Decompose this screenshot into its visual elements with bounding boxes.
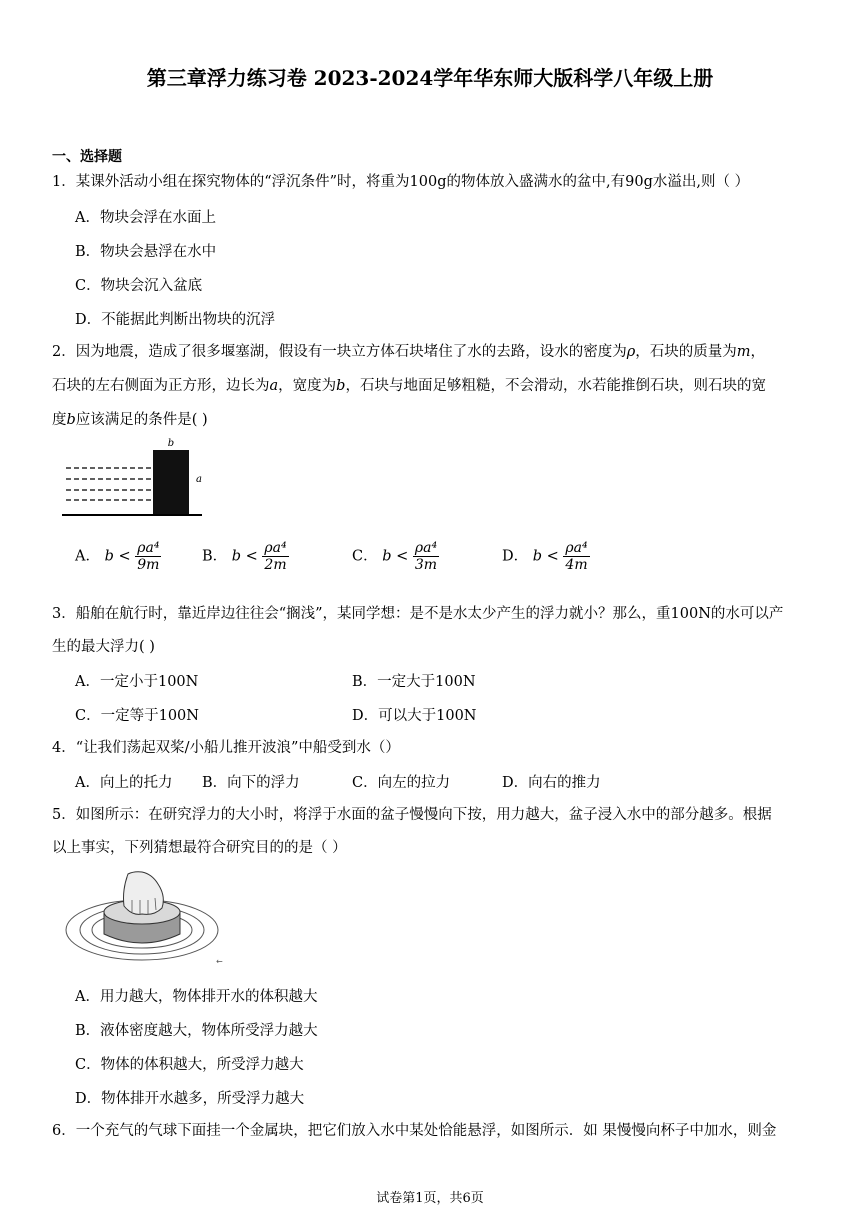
question-2-text: 应该满足的条件是( ) <box>75 412 208 428</box>
option-inequality: b < <box>532 548 559 565</box>
question-2-option-b <box>202 540 289 573</box>
page-title: 第三章浮力练习卷 2023-2024学年华东师大版科学八年级上册 <box>146 66 714 90</box>
question-3-line-1: 3．船舶在航行时，靠近岸边往往会“搁浅”，某同学想：是不是水太少产生的浮力就小？那么，重100N的水可以产 <box>52 606 784 622</box>
question-2-text: 石块的左右侧面为正方形，边长为 <box>52 378 270 394</box>
option-letter: C． <box>352 548 378 565</box>
m-symbol: m <box>736 344 751 360</box>
option-letter: A． <box>75 548 100 565</box>
question-1-stem: 1．某课外活动小组在探究物体的“浮沉条件”时，将重为100g的物体放入盛满水的盆中,有90g水溢出,则（ ） <box>52 174 750 190</box>
option-inequality: b < <box>231 548 258 565</box>
question-4-stem: 4．“让我们荡起双桨/小船儿推开波浪”中船受到水（） <box>52 740 400 756</box>
question-2-option-c <box>352 540 439 573</box>
option-inequality: b < <box>104 548 131 565</box>
question-3-option-b: B．一定大于100N <box>352 674 476 690</box>
option-letter: B． <box>202 548 228 565</box>
option-inequality: b < <box>382 548 409 565</box>
fraction-denominator: 9m <box>137 557 160 573</box>
question-2-text: ，宽度为 <box>278 378 337 394</box>
option-fraction <box>135 540 161 573</box>
question-2-option-d <box>502 540 590 573</box>
question-3-line-2: 生的最大浮力( ) <box>52 639 155 655</box>
question-4-option-d: D．向右的推力 <box>502 775 601 791</box>
b-symbol: b <box>66 412 76 428</box>
section-heading: 一、选择题 <box>52 149 122 165</box>
question-4-option-c: C．向左的拉力 <box>352 775 451 791</box>
figure-label-b: b <box>167 438 175 449</box>
question-3-option-d: D．可以大于100N <box>352 708 477 724</box>
dam-stone-figure <box>60 436 210 520</box>
fraction-denominator: 3m <box>414 557 438 573</box>
question-1-option-c: C．物块会沉入盆底 <box>75 278 203 294</box>
question-2-text: ， <box>750 344 766 360</box>
page-footer: 试卷第1页，共6页 <box>376 1191 484 1206</box>
basin-press-figure <box>62 870 222 970</box>
fraction-numerator: ρa⁴ <box>565 540 588 556</box>
fraction-numerator: ρa⁴ <box>414 540 438 556</box>
question-3-option-c: C．一定等于100N <box>75 708 199 724</box>
option-fraction <box>262 540 288 573</box>
question-1-option-b: B．物块会悬浮在水中 <box>75 244 217 260</box>
question-4-option-a: A．向上的托力 <box>75 775 173 791</box>
fraction-denominator: 4m <box>565 557 588 573</box>
b-symbol: b <box>336 378 346 394</box>
figure-label-a: a <box>196 474 202 485</box>
question-2-line-3 <box>52 410 208 430</box>
fraction-numerator: ρa⁴ <box>137 540 160 556</box>
question-2-text: ，石块的质量为 <box>635 344 737 360</box>
figure-mark: ← <box>216 957 223 966</box>
question-2-option-a <box>75 540 161 573</box>
question-4-option-b: B．向下的浮力 <box>202 775 300 791</box>
question-1-option-d: D．不能据此判断出物块的沉浮 <box>75 312 276 328</box>
question-2-line-2 <box>52 376 766 396</box>
option-fraction <box>413 540 439 573</box>
fraction-numerator: ρa⁴ <box>264 540 287 556</box>
question-2-line-1 <box>52 342 765 362</box>
question-2-text: 2．因为地震，造成了很多堰塞湖，假设有一块立方体石块堵住了水的去路，设水的密度为 <box>52 344 627 360</box>
question-2-text: ，石块与地面足够粗糙，不会滑动，水若能推倒石块，则石块的宽 <box>345 378 766 394</box>
question-5-line-2: 以上事实，下列猜想最符合研究目的的是（ ） <box>52 840 347 856</box>
question-5-line-1: 5．如图所示：在研究浮力的大小时，将浮于水面的盆子慢慢向下按，用力越大，盆子浸入水中的部分越多。根据 <box>52 807 772 823</box>
question-5-option-a: A．用力越大，物体排开水的体积越大 <box>75 989 318 1005</box>
rho-symbol: ρ <box>626 344 636 360</box>
question-2-text: 度 <box>52 412 67 428</box>
question-3-option-a: A．一定小于100N <box>75 674 199 690</box>
question-1-option-a: A．物块会浮在水面上 <box>75 210 216 226</box>
question-5-option-d: D．物体排开水越多，所受浮力越大 <box>75 1091 305 1107</box>
fraction-denominator: 2m <box>264 557 287 573</box>
question-6-line-1: 6．一个充气的气球下面挂一个金属块，把它们放入水中某处恰能悬浮，如图所示．如 果慢慢向杯子中加水，则金 <box>52 1123 777 1139</box>
question-5-option-c: C．物体的体积越大，所受浮力越大 <box>75 1057 304 1073</box>
option-letter: D． <box>502 548 529 565</box>
option-fraction <box>563 540 589 573</box>
question-5-option-b: B．液体密度越大，物体所受浮力越大 <box>75 1023 318 1039</box>
a-symbol: a <box>269 378 279 394</box>
